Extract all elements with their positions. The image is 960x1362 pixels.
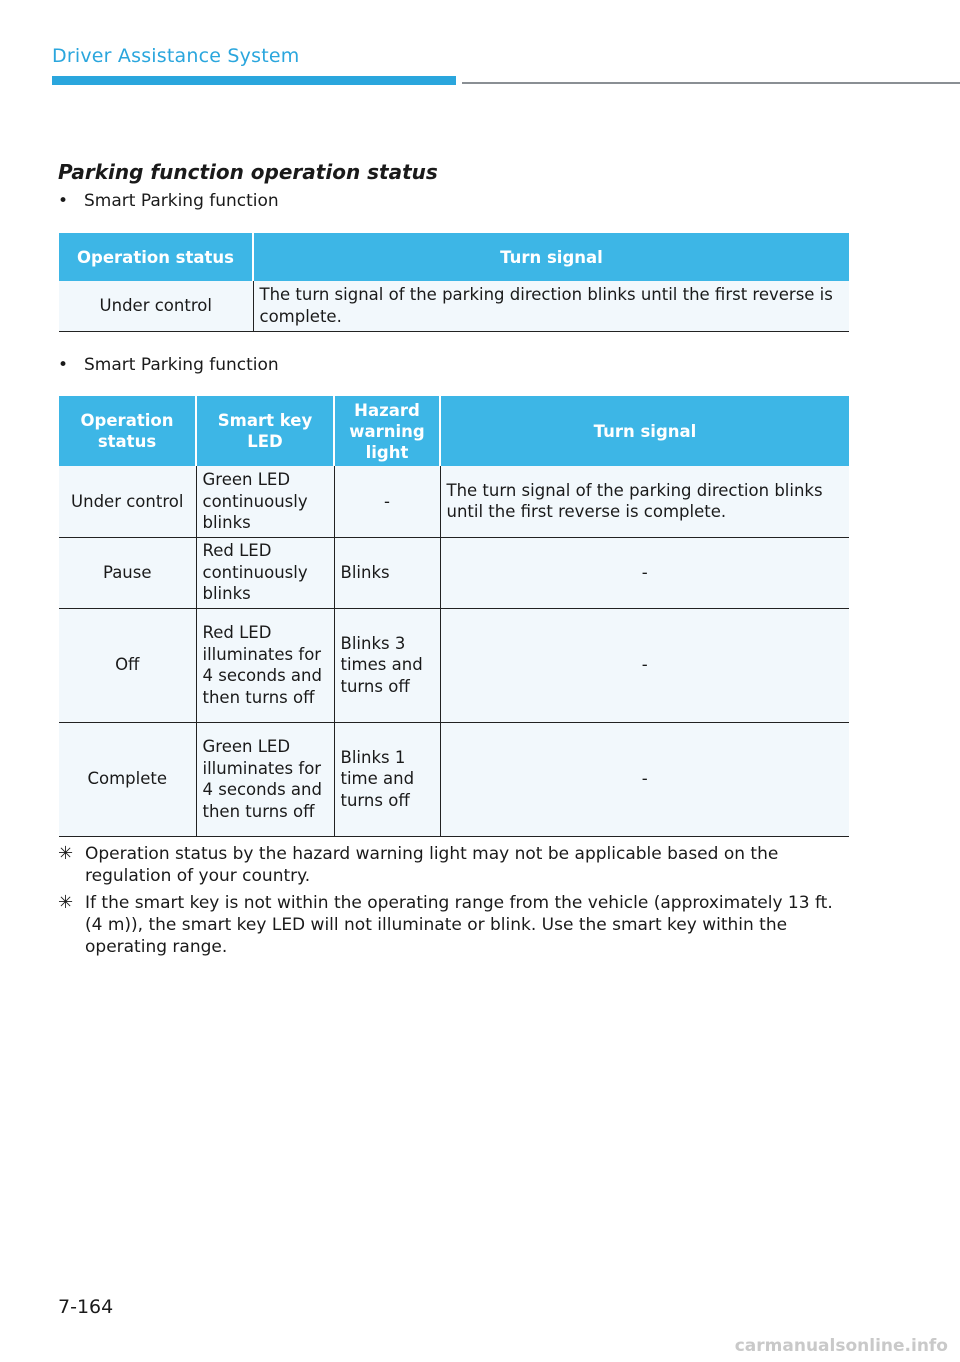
bullet-dot: •	[58, 191, 69, 211]
asterisk-icon: ✳	[58, 843, 74, 864]
cell-operation-status: Under control	[59, 281, 253, 331]
cell-turn-signal: -	[440, 722, 849, 836]
header-section-title: Driver Assistance System	[52, 45, 300, 67]
cell-turn-signal: -	[440, 608, 849, 722]
column-header-turn-signal: Turn signal	[253, 233, 849, 281]
header-accent-bar	[52, 76, 456, 85]
column-header-operation-status: Operation status	[59, 233, 253, 281]
table-row	[59, 466, 849, 537]
table-row	[59, 722, 849, 836]
footnote-text: If the smart key is not within the operating range from the vehicle (approximately 13 ft. (4 m)), the smart key LED will not illuminate or blink. Use the smart key within the operating range.	[85, 893, 833, 957]
column-header-smart-key-led: Smart key LED	[196, 396, 334, 466]
cell-hazard-warning-light: -	[334, 466, 440, 537]
page-number: 7-164	[58, 1296, 114, 1318]
cell-hazard-warning-light: Blinks 3 times and turns off	[334, 608, 440, 722]
cell-operation-status: Off	[59, 608, 196, 722]
cell-smart-key-led: Red LED illuminates for 4 seconds and then turns off	[196, 608, 334, 722]
column-header-hazard-warning-light: Hazard warning light	[334, 396, 440, 466]
bullet-dot: •	[58, 355, 69, 375]
cell-operation-status: Under control	[59, 466, 196, 537]
asterisk-icon: ✳	[58, 892, 74, 913]
column-header-operation-status: Operation status	[59, 396, 196, 466]
cell-operation-status: Pause	[59, 537, 196, 608]
cell-turn-signal: The turn signal of the parking direction blinks until the first reverse is complete.	[253, 281, 849, 331]
footnote-text: Operation status by the hazard warning light may not be applicable based on the regulation of your country.	[85, 844, 779, 886]
footnote-hazard-light	[58, 843, 848, 887]
footnote-smart-key-range	[58, 892, 848, 958]
bullet-label: Smart Parking function	[84, 355, 279, 375]
column-header-turn-signal: Turn signal	[440, 396, 849, 466]
cell-smart-key-led: Red LED continuously blinks	[196, 537, 334, 608]
cell-hazard-warning-light: Blinks	[334, 537, 440, 608]
cell-turn-signal: -	[440, 537, 849, 608]
table-row	[59, 537, 849, 608]
table-header-row	[59, 233, 849, 281]
cell-hazard-warning-light: Blinks 1 time and turns off	[334, 722, 440, 836]
cell-turn-signal: The turn signal of the parking direction blinks until the first reverse is complete.	[440, 466, 849, 537]
cell-operation-status: Complete	[59, 722, 196, 836]
table-header-row	[59, 396, 849, 466]
section-heading: Parking function operation status	[58, 160, 438, 184]
table-full-status	[59, 396, 849, 837]
watermark: carmanualsonline.info	[734, 1336, 948, 1356]
table-row	[59, 281, 849, 331]
table-turn-signal	[59, 233, 849, 332]
cell-smart-key-led: Green LED illuminates for 4 seconds and then turns off	[196, 722, 334, 836]
table-row	[59, 608, 849, 722]
bullet-item-2	[58, 355, 279, 375]
header-rule	[462, 82, 960, 84]
bullet-label: Smart Parking function	[84, 191, 279, 211]
cell-smart-key-led: Green LED continuously blinks	[196, 466, 334, 537]
bullet-item-1	[58, 191, 279, 211]
